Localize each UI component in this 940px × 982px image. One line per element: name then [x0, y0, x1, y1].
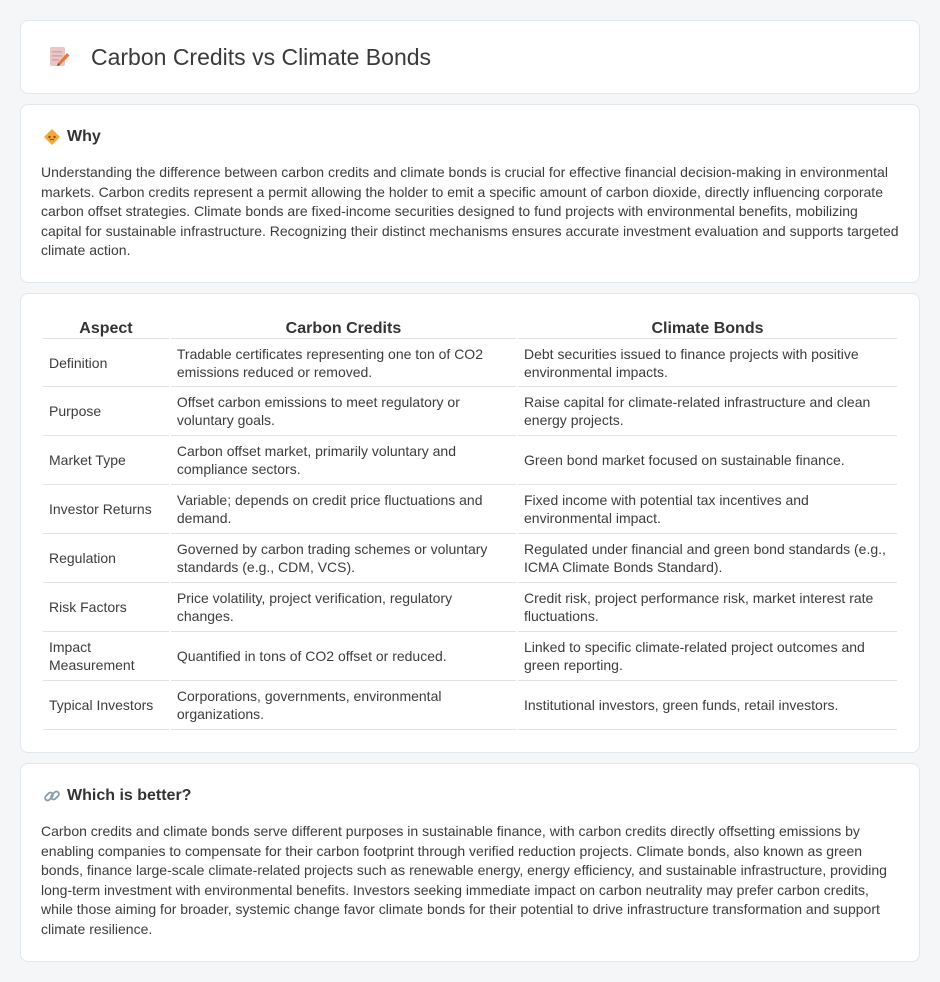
document-pencil-icon — [47, 44, 71, 70]
climate-bonds-cell: Debt securities issued to finance projects with positive environmental impacts. — [518, 338, 897, 387]
better-header — [21, 764, 919, 806]
table-row — [43, 387, 897, 436]
which-is-better-card — [20, 763, 920, 962]
aspect-cell: Regulation — [43, 534, 169, 583]
comparison-card — [20, 293, 920, 753]
carbon-credits-cell: Offset carbon emissions to meet regulatory or voluntary goals. — [171, 387, 516, 436]
why-title: Why — [67, 128, 101, 145]
why-body: Understanding the difference between carbon credits and climate bonds is crucial for effective financial decision-making in environmental markets. Carbon credits represent a permit allowing the holder to emit a specific amount of carbon dioxide, directly influencing corporate carbon offset strategies. Climate bonds are fixed-income securities designed to fund projects with environmental benefits, mobilizing capital for sustainable infrastructure. Recognizing their distinct mechanisms ensures accurate investment evaluation and supports targeted climate action. — [41, 164, 899, 259]
aspect-cell: Investor Returns — [43, 485, 169, 534]
climate-bonds-cell: Credit risk, project performance risk, market interest rate fluctuations. — [518, 583, 897, 632]
climate-bonds-cell: Raise capital for climate-related infrastructure and clean energy projects. — [518, 387, 897, 436]
table-row — [43, 436, 897, 485]
better-title: Which is better? — [67, 787, 192, 804]
table-row — [43, 485, 897, 534]
header-climate-bonds: Climate Bonds — [651, 320, 764, 337]
table-row — [43, 534, 897, 583]
header-aspect: Aspect — [79, 320, 133, 337]
aspect-cell: Definition — [43, 338, 169, 387]
climate-bonds-cell: Regulated under financial and green bond standards (e.g., ICMA Climate Bonds Standard). — [518, 534, 897, 583]
comparison-table — [41, 316, 899, 730]
better-body: Carbon credits and climate bonds serve different purposes in sustainable finance, with carbon credits directly offsetting emissions by enabling companies to compensate for their carbon footprint through verified reduction projects. Climate bonds, also known as green bonds, finance large-scale climate-related projects such as renewable energy, energy efficiency, and sustainable infrastructure, providing long-term investment with environmental benefits. Investors seeking immediate impact on carbon neutrality may prefer carbon credits, while those aiming for broader, systemic change favor climate bonds for their potential to drive infrastructure transformation and support climate resilience. — [41, 823, 887, 937]
climate-bonds-cell: Green bond market focused on sustainable finance. — [518, 436, 897, 485]
climate-bonds-cell: Fixed income with potential tax incentives and environmental impact. — [518, 485, 897, 534]
title-card — [20, 20, 920, 94]
carbon-credits-cell: Variable; depends on credit price fluctuations and demand. — [171, 485, 516, 534]
carbon-credits-cell: Carbon offset market, primarily voluntary and compliance sectors. — [171, 436, 516, 485]
aspect-cell: Market Type — [43, 436, 169, 485]
carbon-credits-cell: Corporations, governments, environmental organizations. — [171, 681, 516, 730]
table-row — [43, 338, 897, 387]
link-icon — [43, 787, 61, 805]
page-title: Carbon Credits vs Climate Bonds — [91, 43, 432, 70]
diamond-warning-icon — [43, 128, 61, 146]
carbon-credits-cell: Quantified in tons of CO2 offset or reduced. — [171, 632, 516, 681]
table-row — [43, 681, 897, 730]
why-card — [20, 104, 920, 283]
aspect-cell: Purpose — [43, 387, 169, 436]
aspect-cell: Impact Measurement — [43, 632, 169, 681]
header-carbon-credits: Carbon Credits — [285, 320, 402, 337]
carbon-credits-cell: Governed by carbon trading schemes or voluntary standards (e.g., CDM, VCS). — [171, 534, 516, 583]
table-row — [43, 632, 897, 681]
climate-bonds-cell: Institutional investors, green funds, retail investors. — [518, 681, 897, 730]
title-row — [21, 21, 919, 93]
table-row — [43, 583, 897, 632]
carbon-credits-cell: Price volatility, project verification, regulatory changes. — [171, 583, 516, 632]
aspect-cell: Typical Investors — [43, 681, 169, 730]
table-header-row — [43, 316, 897, 338]
aspect-cell: Risk Factors — [43, 583, 169, 632]
carbon-credits-cell: Tradable certificates representing one ton of CO2 emissions reduced or removed. — [171, 338, 516, 387]
why-header — [21, 105, 919, 147]
climate-bonds-cell: Linked to specific climate-related project outcomes and green reporting. — [518, 632, 897, 681]
